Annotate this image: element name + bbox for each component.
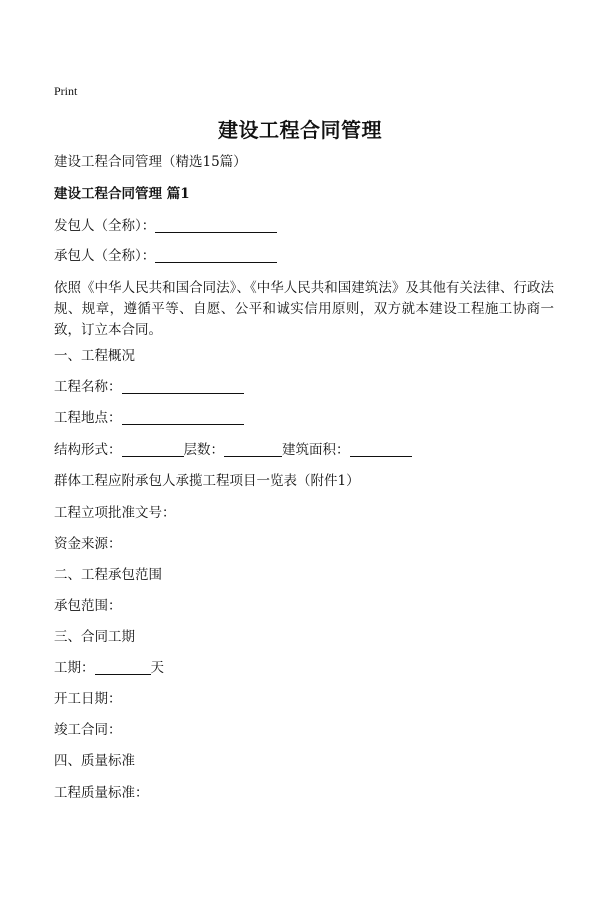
- floors-label: 层数：: [183, 442, 224, 458]
- scope-label: 承包范围：: [54, 598, 122, 614]
- section-3-heading: 三、合同工期: [54, 629, 135, 645]
- party-b-row: [54, 246, 277, 266]
- page-title: 建设工程合同管理: [218, 118, 382, 142]
- start-date-label: 开工日期：: [54, 691, 122, 707]
- party-a-row: [54, 216, 277, 236]
- section-1-heading: 一、工程概况: [54, 348, 135, 364]
- completion-label: 竣工合同：: [54, 722, 122, 738]
- structure-blank: [122, 442, 184, 457]
- structure-label: 结构形式：: [54, 442, 122, 458]
- duration-label: 工期：: [54, 660, 95, 676]
- project-location-label: 工程地点：: [54, 410, 122, 426]
- floors-blank: [224, 442, 282, 457]
- project-location-row: [54, 408, 244, 428]
- approval-label: 工程立项批准文号：: [54, 505, 176, 521]
- project-name-label: 工程名称：: [54, 379, 122, 395]
- section-4-heading: 四、质量标准: [54, 753, 135, 769]
- duration-blank: [95, 660, 151, 675]
- area-label: 建筑面积：: [282, 442, 350, 458]
- project-location-blank: [122, 410, 244, 425]
- party-b-blank: [155, 248, 277, 263]
- party-b-label: 承包人（全称）：: [54, 248, 156, 264]
- structure-row: [54, 440, 412, 460]
- section-2-heading: 二、工程承包范围: [54, 567, 162, 583]
- group-project-line: 群体工程应附承包人承揽工程项目一览表（附件1）: [54, 473, 360, 489]
- intro-paragraph: 依照《中华人民共和国合同法》、《中华人民共和国建筑法》及其他有关法律、行政法规、规章，遵循平等、自愿、公平和诚实信用原则，双方就本建设工程施工协商一致，订立本合同。: [54, 280, 554, 338]
- area-blank: [350, 442, 412, 457]
- duration-unit: 天: [150, 660, 164, 676]
- quality-label: 工程质量标准：: [54, 785, 149, 801]
- subtitle: 建设工程合同管理（精选15篇）: [54, 154, 247, 170]
- section-heading: 建设工程合同管理 篇1: [54, 186, 190, 202]
- duration-row: [54, 658, 164, 678]
- party-a-label: 发包人（全称）：: [54, 218, 156, 234]
- print-label: Print: [54, 84, 78, 98]
- project-name-blank: [122, 379, 244, 394]
- project-name-row: [54, 377, 244, 397]
- funding-label: 资金来源：: [54, 536, 122, 552]
- party-a-blank: [155, 218, 277, 233]
